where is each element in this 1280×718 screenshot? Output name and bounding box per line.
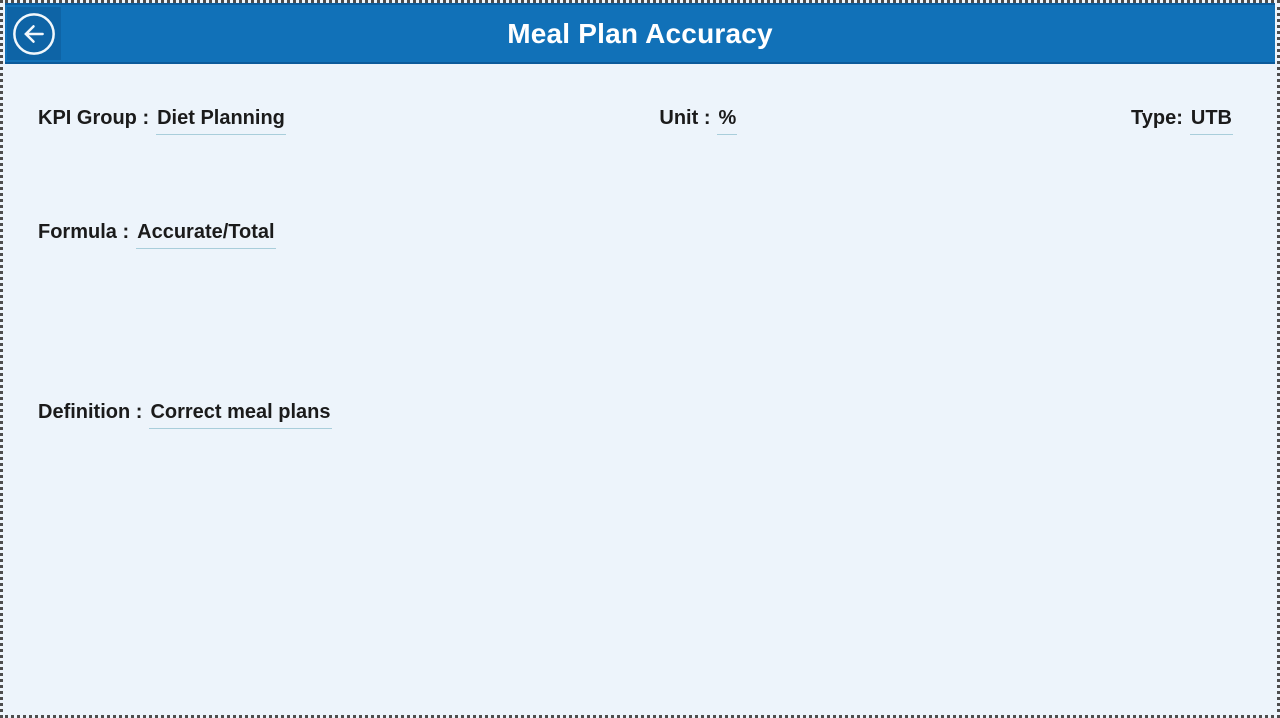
definition-value: Correct meal plans — [149, 401, 331, 429]
kpi-group-label: KPI Group : — [38, 107, 150, 129]
arrow-left-circle-icon — [11, 11, 57, 57]
type-label: Type: — [1131, 107, 1183, 129]
kpi-meta-row — [38, 107, 1233, 135]
definition-label: Definition : — [38, 401, 143, 423]
unit-value: % — [717, 107, 737, 135]
back-button[interactable] — [7, 7, 61, 60]
field-unit — [659, 107, 1131, 135]
field-formula — [38, 221, 1233, 249]
kpi-group-value: Diet Planning — [156, 107, 286, 135]
formula-label: Formula : — [38, 221, 130, 243]
formula-value: Accurate/Total — [136, 221, 275, 249]
unit-label: Unit : — [659, 107, 711, 129]
app-header — [5, 3, 1275, 64]
type-value: UTB — [1190, 107, 1233, 135]
content-area — [3, 64, 1277, 429]
page-title: Meal Plan Accuracy — [507, 17, 773, 49]
field-kpi-group — [38, 107, 659, 135]
field-definition — [38, 401, 1233, 429]
field-type — [1131, 107, 1233, 135]
